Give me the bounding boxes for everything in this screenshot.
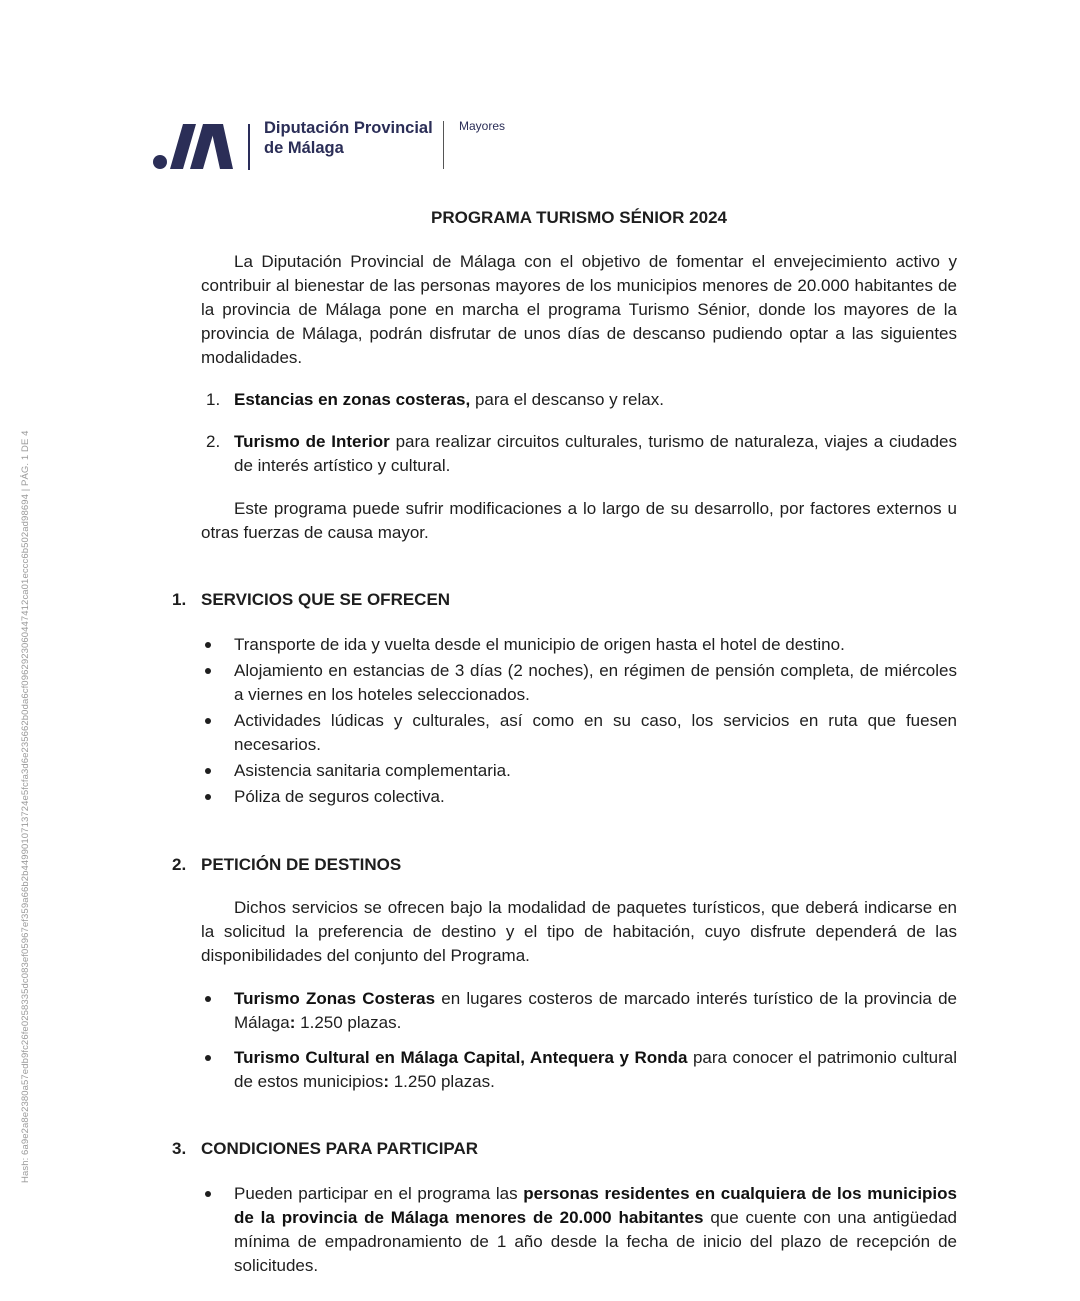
modality-title: Estancias en zonas costeras, [234,390,471,409]
section-number: 2. [172,855,187,874]
list-item-text: Actividades lúdicas y culturales, así como en su caso, los servicios en ruta que fuesen necesarios. [234,711,957,754]
list-item-text: Póliza de seguros colectiva. [234,787,445,806]
condition-highlight: personas residentes en cualquiera de los municipios de la provincia de Málaga menores de 20.000 habitantes [234,1184,957,1227]
modality-list [201,388,957,412]
list-item [201,633,957,657]
bullet-icon [205,642,211,648]
modality-item [201,388,957,412]
destinations-text: Dichos servicios se ofrecen bajo la modalidad de paquetes turísticos, que deberá indicarse en la solicitud la preferencia de destino y el tipo de habitación, cuyo disfrute dependerá de las disponibilidades del conjunto del Programa. [201,898,957,965]
document-hash-stamp: Hash: 6a9e2a8e2380a57edb9fc26fe0258335dc083ef05967ef359a66b2b4499010713724e5fcfa3d6e235662b0da6cf0962923060447412ca01eccc6b502ad98694 | PÁG. 1 DE 4 [20,430,31,1183]
bullet-icon [205,794,211,800]
department-name: Mayores [459,119,506,133]
intro-text: La Diputación Provincial de Málaga con el objetivo de fomentar el envejecimiento activo y contribuir al bienestar de las personas mayores de los municipios menores de 20.000 habitantes de la provincia de Málaga pone en marcha el programa Turismo Sénior, donde los mayores de la provincia de Málaga, podrán disfrutar de unos días de descanso pudiendo optar a las siguientes modalidades. [201,252,957,367]
list-item [201,1046,957,1094]
institution-name-line2: de Málaga [264,139,344,157]
list-item-text: Transporte de ida y vuelta desde el municipio de origen hasta el hotel de destino. [234,635,845,654]
list-item [201,759,957,783]
section-title: SERVICIOS QUE SE OFRECEN [201,590,451,609]
section-title: CONDICIONES PARA PARTICIPAR [201,1139,479,1158]
list-item [201,987,957,1035]
modality-description: para el descanso y relax. [470,390,664,409]
destination-colon: : [383,1072,389,1091]
letterhead [150,118,570,174]
destination-name: Turismo Zonas Costeras [234,989,436,1008]
condition-text-start: Pueden participar en el programa las [234,1184,524,1203]
bullet-icon [205,1055,211,1061]
section-heading-services [172,590,450,610]
list-item [201,1182,957,1278]
section-title: PETICIÓN DE DESTINOS [201,855,402,874]
note-text: Este programa puede sufrir modificaciones a lo largo de su desarrollo, por factores externos u otras fuerzas de causa mayor. [201,499,957,542]
destinations-paragraph [201,896,957,968]
condition-text-end: que cuente con una antigüedad mínima de empadronamiento de 1 año desde la fecha de inicio del plazo de recepción de solicitudes. [234,1208,957,1275]
destination-places: 1.250 plazas. [388,1072,495,1091]
modality-number: 1. [206,390,221,409]
destinations-list [201,987,957,1037]
section-number: 1. [172,590,187,609]
intro-paragraph [201,250,957,370]
institution-name [264,118,444,158]
destination-places: 1.250 plazas. [295,1013,402,1032]
section-heading-destinations [172,855,401,875]
department-divider [443,121,444,169]
modality-list-2 [201,430,957,478]
modality-item [201,430,957,478]
list-item [201,785,957,809]
list-item-text: Alojamiento en estancias de 3 días (2 noches), en régimen de pensión completa, de miércoles a viernes en los hoteles seleccionados. [234,661,957,704]
bullet-icon [205,668,211,674]
bullet-icon [205,1191,211,1197]
bullet-icon [205,768,211,774]
list-item-text: Asistencia sanitaria complementaria. [234,761,511,780]
diputacion-logo-icon [150,122,240,172]
conditions-list [201,1182,957,1280]
bullet-icon [205,996,211,1002]
logo-divider [248,124,250,170]
section-number: 3. [172,1139,187,1158]
list-item [201,709,957,757]
document-title: PROGRAMA TURISMO SÉNIOR 2024 [431,208,727,227]
section-heading-conditions [172,1139,478,1159]
services-list [201,633,957,811]
destination-description: en lugares costeros de marcado interés turístico de la provincia de Málaga [234,989,957,1032]
institution-name-line1: Diputación Provincial [264,119,433,137]
modality-title: Turismo de Interior [234,432,390,451]
note-paragraph [201,497,957,545]
list-item [201,659,957,707]
destination-name: Turismo Cultural en Málaga Capital, Antequera y Ronda [234,1048,688,1067]
destinations-list-2 [201,1046,957,1096]
modality-description: para realizar circuitos culturales, turismo de naturaleza, viajes a ciudades de interés artístico y cultural. [234,432,957,475]
destination-description: para conocer el patrimonio cultural de estos municipios [234,1048,957,1091]
modality-number: 2. [206,432,221,451]
destination-colon: : [289,1013,296,1032]
bullet-icon [205,718,211,724]
